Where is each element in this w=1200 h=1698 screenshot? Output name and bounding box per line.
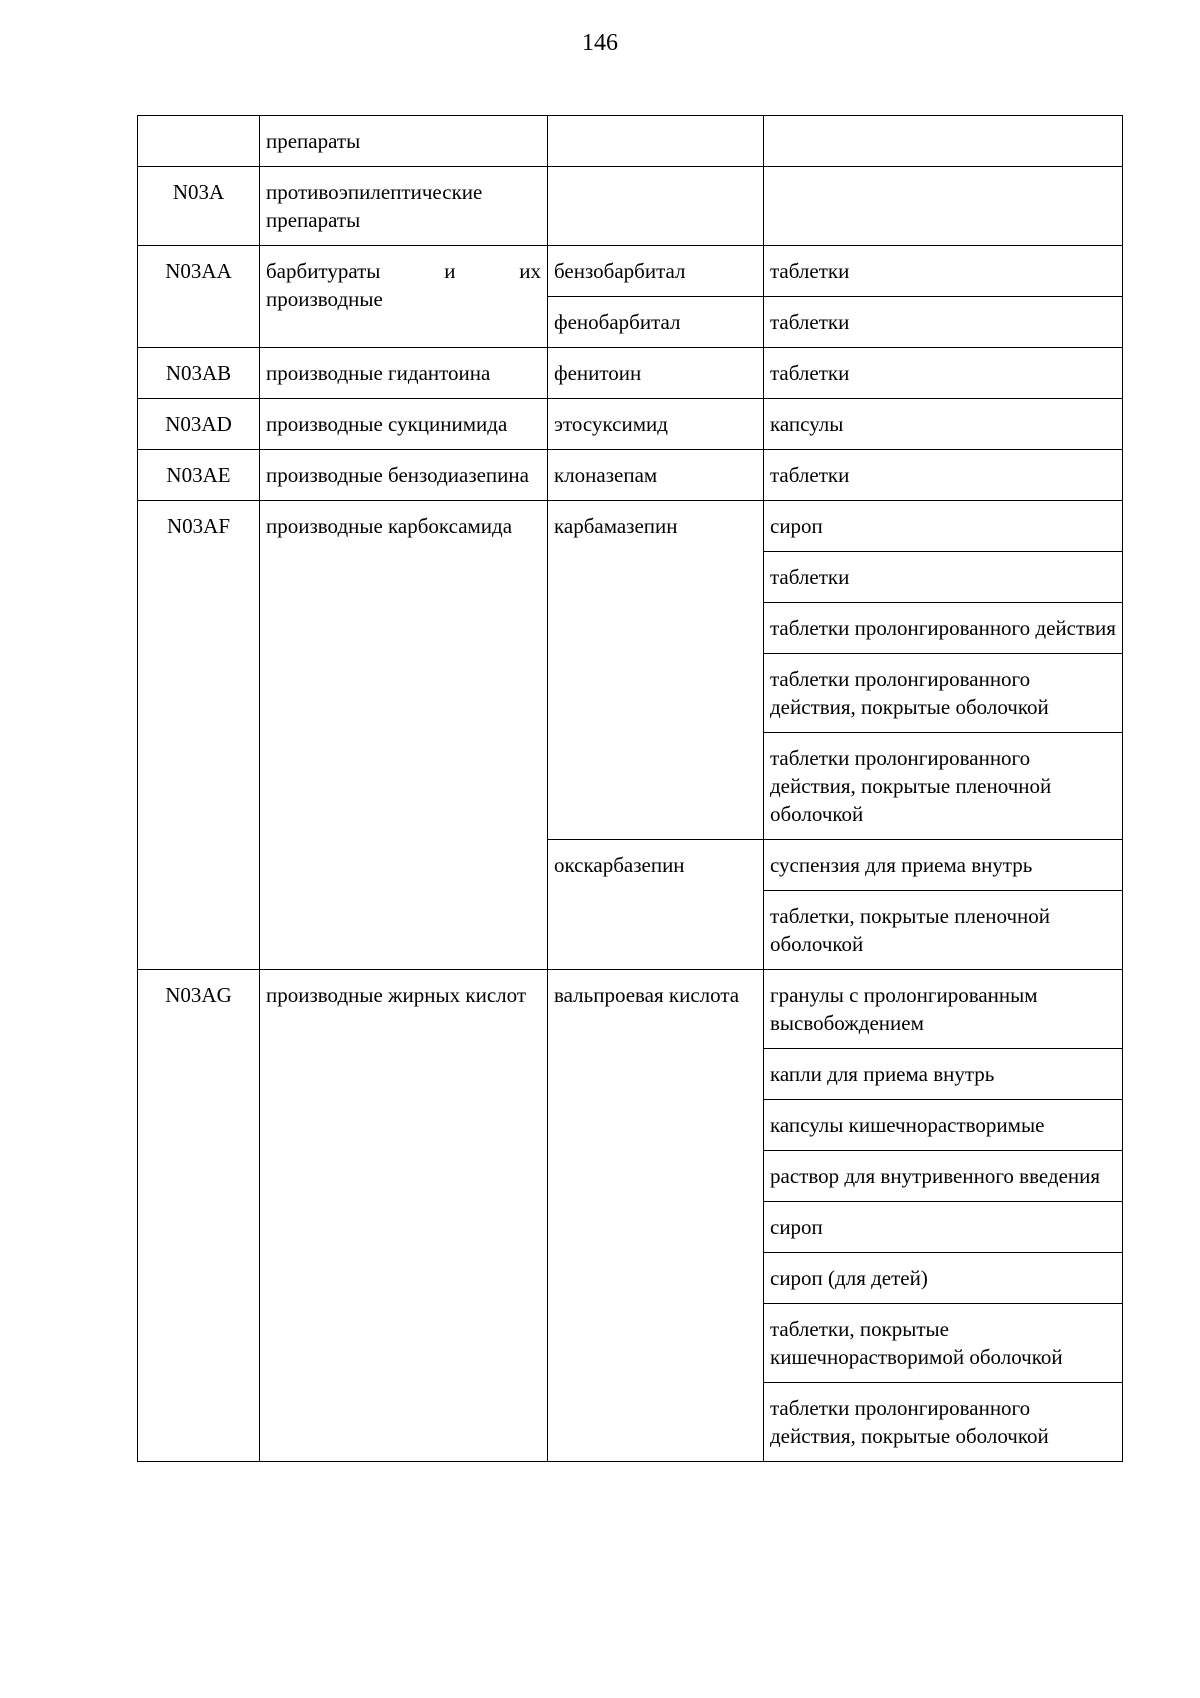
atc-code-cell: N03AE bbox=[138, 450, 260, 501]
dosage-form-cell: таблетки, покрытые кишечнорастворимой оболочкой bbox=[764, 1304, 1123, 1383]
dosage-form-cell: сироп (для детей) bbox=[764, 1253, 1123, 1304]
dosage-form-cell: таблетки, покрытые пленочной оболочкой bbox=[764, 891, 1123, 970]
drug-name-cell bbox=[548, 116, 764, 167]
group-name-cell: производные карбоксамида bbox=[260, 501, 548, 970]
drug-name-cell: окскарбазепин bbox=[548, 840, 764, 970]
dosage-form-cell: таблетки bbox=[764, 246, 1123, 297]
atc-code-cell: N03AA bbox=[138, 246, 260, 348]
dosage-form-cell: сироп bbox=[764, 501, 1123, 552]
atc-code-cell: N03AB bbox=[138, 348, 260, 399]
dosage-form-cell: гранулы с пролонгированным высвобождением bbox=[764, 970, 1123, 1049]
dosage-form-cell: таблетки bbox=[764, 297, 1123, 348]
atc-code-cell bbox=[138, 116, 260, 167]
dosage-form-cell: сироп bbox=[764, 1202, 1123, 1253]
group-name-cell: производные сукцинимида bbox=[260, 399, 548, 450]
table-row bbox=[138, 970, 1123, 1049]
table-row bbox=[138, 167, 1123, 246]
drug-name-cell: бензобарбитал bbox=[548, 246, 764, 297]
drug-name-cell: фенитоин bbox=[548, 348, 764, 399]
drug-name-cell: клоназепам bbox=[548, 450, 764, 501]
table-row bbox=[138, 399, 1123, 450]
dosage-form-cell: раствор для внутривенного введения bbox=[764, 1151, 1123, 1202]
group-name-cell: препараты bbox=[260, 116, 548, 167]
dosage-form-cell: капсулы кишечнорастворимые bbox=[764, 1100, 1123, 1151]
drug-name-cell: карбамазепин bbox=[548, 501, 764, 840]
group-name-cell: производные бензодиазепина bbox=[260, 450, 548, 501]
drug-name-cell: вальпроевая кислота bbox=[548, 970, 764, 1462]
dosage-form-cell: таблетки bbox=[764, 348, 1123, 399]
dosage-form-cell: таблетки bbox=[764, 450, 1123, 501]
atc-code-cell: N03AD bbox=[138, 399, 260, 450]
group-name-cell: противоэпилептические препараты bbox=[260, 167, 548, 246]
table-row bbox=[138, 501, 1123, 552]
dosage-form-cell: таблетки пролонгированного действия, покрытые оболочкой bbox=[764, 654, 1123, 733]
page-number: 146 bbox=[582, 30, 618, 56]
group-name-cell: барбитураты и их производные bbox=[260, 246, 548, 348]
dosage-form-cell: таблетки пролонгированного действия, покрытые пленочной оболочкой bbox=[764, 733, 1123, 840]
atc-code-cell: N03A bbox=[138, 167, 260, 246]
drug-table bbox=[137, 115, 1123, 1462]
dosage-form-cell: таблетки пролонгированного действия bbox=[764, 603, 1123, 654]
group-name-cell: производные жирных кислот bbox=[260, 970, 548, 1462]
table-row bbox=[138, 116, 1123, 167]
table-row bbox=[138, 450, 1123, 501]
dosage-form-cell: капли для приема внутрь bbox=[764, 1049, 1123, 1100]
dosage-form-cell: таблетки пролонгированного действия, покрытые оболочкой bbox=[764, 1383, 1123, 1462]
dosage-form-cell: суспензия для приема внутрь bbox=[764, 840, 1123, 891]
dosage-form-cell: таблетки bbox=[764, 552, 1123, 603]
table-row bbox=[138, 348, 1123, 399]
dosage-form-cell bbox=[764, 116, 1123, 167]
dosage-form-cell: капсулы bbox=[764, 399, 1123, 450]
table-row bbox=[138, 246, 1123, 297]
drug-name-cell: фенобарбитал bbox=[548, 297, 764, 348]
atc-code-cell: N03AF bbox=[138, 501, 260, 970]
atc-code-cell: N03AG bbox=[138, 970, 260, 1462]
drug-name-cell bbox=[548, 167, 764, 246]
dosage-form-cell bbox=[764, 167, 1123, 246]
group-name-cell: производные гидантоина bbox=[260, 348, 548, 399]
drug-name-cell: этосуксимид bbox=[548, 399, 764, 450]
